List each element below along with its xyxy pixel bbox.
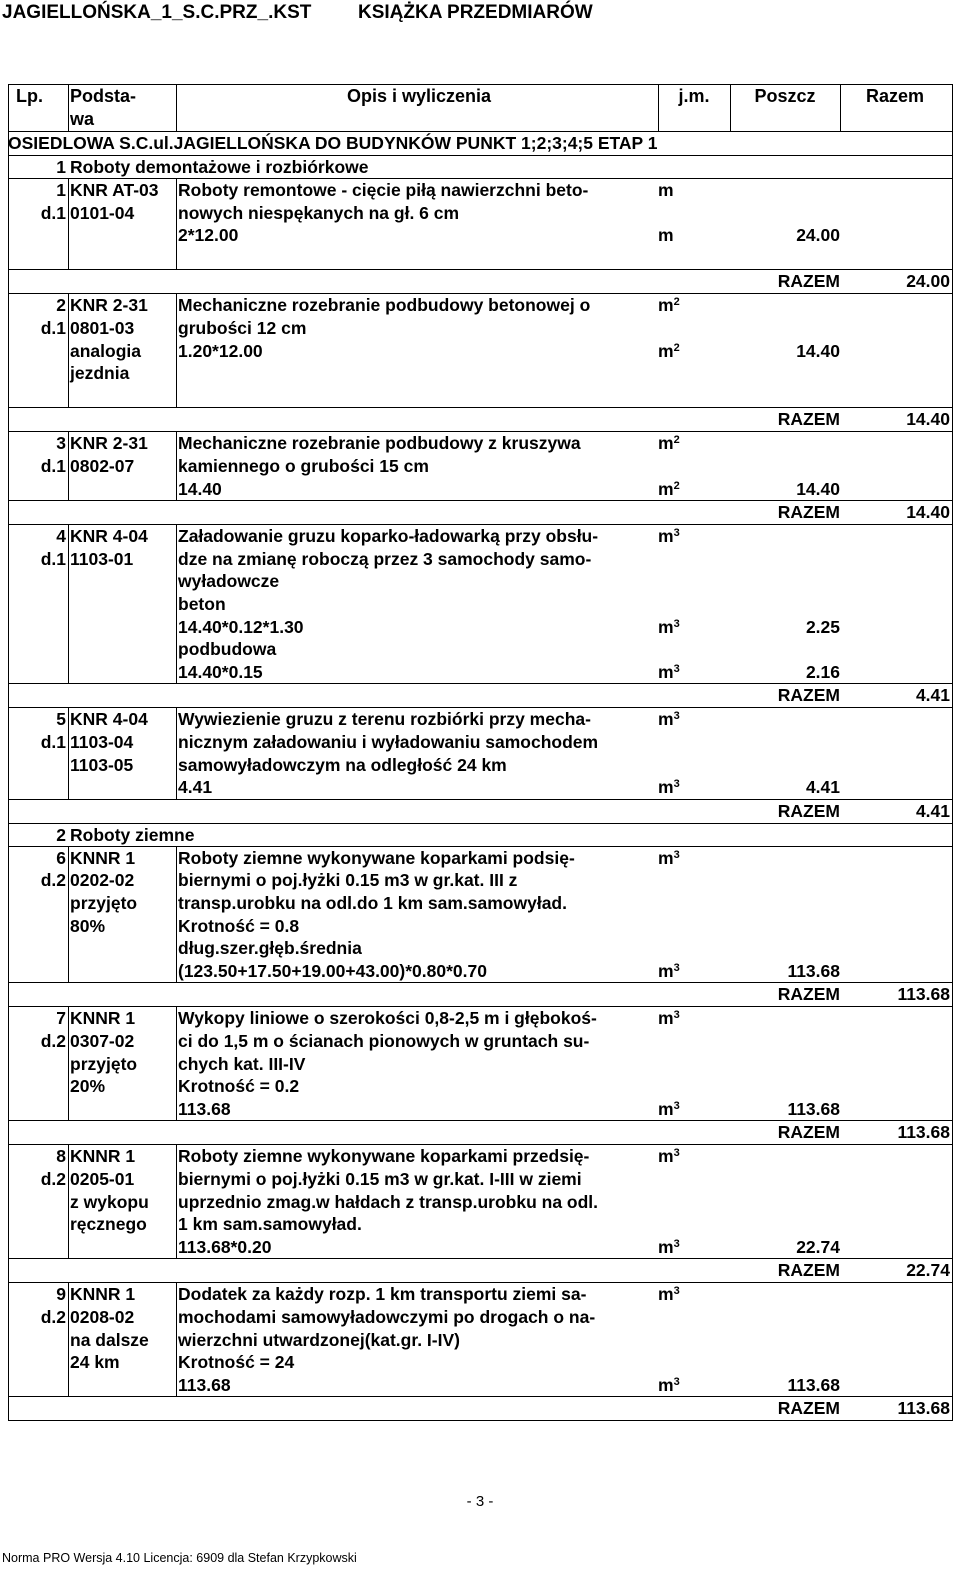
col-lp: Lp. bbox=[16, 86, 43, 106]
column-divider bbox=[952, 847, 953, 983]
unit-exponent: 3 bbox=[673, 961, 680, 974]
item-basis-line: 24 km bbox=[70, 1352, 120, 1373]
document-header bbox=[2, 2, 593, 24]
cell-text: m bbox=[658, 661, 674, 682]
calc-line bbox=[178, 1374, 950, 1397]
item-basis-line: przyjęto bbox=[70, 892, 138, 913]
calc-value: 2.16 bbox=[805, 661, 840, 682]
column-divider bbox=[68, 1007, 69, 1120]
item-number: 2 bbox=[56, 295, 66, 316]
razem-label: RAZEM bbox=[777, 984, 840, 1005]
item-description-line: Roboty ziemne wykonywane koparkami podsię- bbox=[178, 847, 575, 868]
item-basis-line: 20% bbox=[70, 1076, 106, 1097]
item-number: 1 bbox=[56, 180, 66, 200]
razem-value: 4.41 bbox=[915, 685, 950, 706]
item-description-line: 1 km sam.samowyład. bbox=[178, 1214, 362, 1235]
calc-expression: 14.40*0.12*1.30 bbox=[178, 616, 304, 637]
column-divider bbox=[952, 85, 953, 131]
calc-value: 14.40 bbox=[796, 478, 840, 499]
col-razem: Razem bbox=[865, 86, 925, 106]
item-description-line: Roboty ziemne wykonywane koparkami przedsię- bbox=[178, 1146, 590, 1167]
item-basis-line: KNNR 1 bbox=[70, 1008, 136, 1029]
column-divider bbox=[952, 824, 953, 846]
item-unit bbox=[658, 847, 730, 870]
unit-exponent: 3 bbox=[673, 778, 680, 791]
calc-line bbox=[178, 1236, 950, 1259]
column-divider bbox=[8, 800, 9, 823]
cell-text: m bbox=[658, 1008, 674, 1029]
item-i4 bbox=[8, 525, 953, 684]
item-i5 bbox=[8, 708, 953, 799]
item-description-line: nowych niespękanych na gł. 6 cm bbox=[178, 202, 460, 223]
item-unit bbox=[658, 179, 730, 202]
column-divider bbox=[952, 708, 953, 798]
unit-exponent: 3 bbox=[673, 1237, 680, 1250]
unit-exponent: 3 bbox=[673, 662, 680, 675]
unit-exponent: 3 bbox=[673, 527, 680, 540]
column-divider bbox=[176, 294, 177, 407]
calc-unit bbox=[658, 960, 680, 983]
column-divider bbox=[68, 1145, 69, 1258]
item-description-line: wierzchni utwardzonej(kat.gr. I-IV) bbox=[178, 1329, 460, 1350]
item-description-line: Roboty remontowe - cięcie piłą nawierzchni beto- bbox=[178, 180, 589, 200]
column-divider bbox=[176, 1007, 177, 1120]
razem-row bbox=[8, 1397, 953, 1421]
column-divider bbox=[952, 156, 953, 178]
column-divider bbox=[952, 1007, 953, 1120]
calc-value: 113.68 bbox=[787, 1098, 840, 1119]
unit-exponent: 3 bbox=[673, 848, 680, 861]
column-divider bbox=[952, 1283, 953, 1396]
calc-expression: (123.50+17.50+19.00+43.00)*0.80*0.70 bbox=[178, 960, 487, 981]
section-number: 1 bbox=[56, 157, 66, 177]
razem-row bbox=[8, 501, 953, 525]
item-basis-line: 0801-03 bbox=[70, 317, 135, 338]
calc-value: 22.74 bbox=[796, 1236, 840, 1257]
item-description-line: Załadowanie gruzu koparko-ładowarką przy obsłu- bbox=[178, 526, 599, 547]
razem-label: RAZEM bbox=[777, 502, 840, 523]
column-divider bbox=[8, 408, 9, 431]
section-title: Roboty ziemne bbox=[70, 824, 195, 845]
cell-text: m bbox=[658, 340, 674, 361]
measurement-table bbox=[8, 84, 953, 1421]
item-basis-line: 0101-04 bbox=[70, 202, 135, 223]
unit-exponent: 2 bbox=[673, 479, 680, 492]
item-chapter: d.1 bbox=[40, 202, 66, 223]
item-number: 9 bbox=[56, 1284, 66, 1305]
item-i6 bbox=[8, 847, 953, 984]
section-row bbox=[8, 156, 953, 179]
item-chapter: d.2 bbox=[40, 1168, 66, 1189]
item-basis-line: przyjęto bbox=[70, 1053, 138, 1074]
item-i2 bbox=[8, 294, 953, 408]
razem-label: RAZEM bbox=[777, 409, 840, 430]
razem-value: 14.40 bbox=[906, 409, 950, 430]
item-description-line: kamiennego o grubości 15 cm bbox=[178, 455, 429, 476]
item-number: 6 bbox=[56, 847, 66, 868]
item-basis-line: KNR 4-04 bbox=[70, 526, 148, 547]
column-divider bbox=[176, 1145, 177, 1258]
razem-row bbox=[8, 1121, 953, 1145]
col-podstawa-2: wa bbox=[70, 108, 95, 129]
calc-value: 24.00 bbox=[796, 225, 840, 246]
calc-line bbox=[178, 616, 950, 639]
item-i7 bbox=[8, 1007, 953, 1121]
section-title: Roboty demontażowe i rozbiórkowe bbox=[70, 157, 369, 177]
razem-row bbox=[8, 800, 953, 824]
item-description-line: Mechaniczne rozebranie podbudowy betonowej o bbox=[178, 295, 591, 316]
item-description-line: beton bbox=[178, 593, 226, 614]
col-podstawa-1: Podsta- bbox=[70, 86, 137, 106]
unit-exponent: 2 bbox=[673, 341, 680, 354]
column-divider bbox=[68, 179, 69, 269]
razem-row bbox=[8, 1259, 953, 1283]
razem-label: RAZEM bbox=[777, 1260, 840, 1281]
calc-expression: 2*12.00 bbox=[178, 225, 239, 246]
razem-label: RAZEM bbox=[777, 1398, 840, 1419]
cell-text: m bbox=[658, 433, 674, 454]
item-description-line: Mechaniczne rozebranie podbudowy z kruszywa bbox=[178, 433, 581, 454]
column-divider bbox=[8, 1259, 9, 1282]
item-chapter: d.2 bbox=[40, 1306, 66, 1327]
item-description-line: biernymi o poj.łyżki 0.15 m3 w gr.kat. I-III w ziemi bbox=[178, 1168, 582, 1189]
razem-row bbox=[8, 270, 953, 294]
razem-row bbox=[8, 983, 953, 1007]
item-chapter: d.1 bbox=[40, 455, 66, 476]
unit-exponent: 3 bbox=[673, 1099, 680, 1112]
cell-text: m bbox=[658, 225, 674, 246]
item-basis-line: 1103-05 bbox=[70, 754, 134, 775]
column-divider bbox=[952, 408, 953, 431]
section-row bbox=[8, 824, 953, 847]
item-unit bbox=[658, 708, 730, 731]
column-divider bbox=[68, 847, 69, 983]
item-description-line: Wykopy liniowe o szerokości 0,8-2,5 m i głębokoś- bbox=[178, 1008, 597, 1029]
cell-text: m bbox=[658, 295, 674, 316]
item-description-line: mochodami samowyładowczymi po drogach o na- bbox=[178, 1306, 596, 1327]
item-unit bbox=[658, 525, 730, 548]
item-unit bbox=[658, 1007, 730, 1030]
cell-text: m bbox=[658, 960, 674, 981]
item-basis-line: na dalsze bbox=[70, 1329, 149, 1350]
item-basis-line: KNR 4-04 bbox=[70, 709, 148, 730]
item-basis-line: KNNR 1 bbox=[70, 1284, 136, 1305]
razem-value: 113.68 bbox=[897, 1398, 950, 1419]
item-basis-line: z wykopu bbox=[70, 1191, 149, 1212]
calc-unit bbox=[658, 1098, 680, 1121]
item-basis-line: 0208-02 bbox=[70, 1306, 135, 1327]
unit-exponent: 3 bbox=[673, 1375, 680, 1388]
column-divider bbox=[952, 1259, 953, 1282]
column-divider bbox=[68, 1283, 69, 1396]
razem-label: RAZEM bbox=[777, 685, 840, 706]
cell-text: m bbox=[658, 1236, 674, 1257]
item-description-line: samowyładowczym na odległość 24 km bbox=[178, 754, 507, 775]
item-basis-line: KNR 2-31 bbox=[70, 433, 148, 454]
item-basis-line: KNNR 1 bbox=[70, 847, 136, 868]
unit-exponent: 2 bbox=[673, 296, 680, 309]
calc-label: podbudowa bbox=[178, 639, 277, 660]
column-divider bbox=[8, 270, 9, 293]
cell-text: m bbox=[658, 478, 674, 499]
column-divider bbox=[8, 1397, 9, 1420]
razem-value: 22.74 bbox=[906, 1260, 950, 1281]
column-divider bbox=[68, 708, 69, 798]
item-description-line: wyładowcze bbox=[178, 571, 280, 592]
file-name: JAGIELLOŃSKA_1_S.C.PRZ_.KST bbox=[2, 2, 312, 23]
unit-exponent: 3 bbox=[673, 1285, 680, 1298]
column-divider bbox=[176, 847, 177, 983]
col-opis: Opis i wyliczenia bbox=[346, 86, 492, 106]
item-chapter: d.2 bbox=[40, 870, 66, 891]
software-footer: Norma PRO Wersja 4.10 Licencja: 6909 dla Stefan Krzypkowski bbox=[2, 1551, 357, 1565]
column-divider bbox=[8, 501, 9, 524]
calc-line bbox=[178, 661, 950, 684]
unit-exponent: 3 bbox=[673, 710, 680, 723]
item-unit bbox=[658, 432, 730, 455]
item-description-line: dług.szer.głęb.średnia bbox=[178, 938, 362, 959]
item-unit bbox=[658, 294, 730, 317]
column-divider bbox=[8, 983, 9, 1006]
item-description-line: dze na zmianę roboczą przez 3 samochody samo- bbox=[178, 548, 592, 569]
item-description-line: Dodatek za każdy rozp. 1 km transportu ziemi sa- bbox=[178, 1284, 587, 1305]
column-divider bbox=[952, 1145, 953, 1258]
item-description-line: nicznym załadowaniu i wyładowaniu samochodem bbox=[178, 731, 599, 752]
page-number: - 3 - bbox=[466, 1493, 494, 1510]
item-description-line: Wywiezienie gruzu z terenu rozbiórki przy mecha- bbox=[178, 709, 591, 730]
calc-line bbox=[178, 960, 950, 983]
item-basis-line: 0202-02 bbox=[70, 870, 135, 891]
item-number: 7 bbox=[56, 1008, 66, 1029]
column-divider bbox=[952, 179, 953, 269]
item-unit bbox=[658, 1283, 730, 1306]
razem-label: RAZEM bbox=[777, 800, 840, 821]
column-divider bbox=[952, 684, 953, 707]
column-divider bbox=[952, 1121, 953, 1144]
calc-unit bbox=[658, 661, 680, 684]
item-description-line: grubości 12 cm bbox=[178, 317, 307, 338]
item-description-line: biernymi o poj.łyżki 0.15 m3 w gr.kat. III z bbox=[178, 870, 518, 891]
column-divider bbox=[952, 800, 953, 823]
item-chapter: d.1 bbox=[40, 731, 66, 752]
item-basis-line: KNR 2-31 bbox=[70, 295, 148, 316]
column-divider bbox=[8, 684, 9, 707]
item-basis-line: analogia bbox=[70, 340, 141, 361]
item-basis-line: 0802-07 bbox=[70, 455, 135, 476]
unit-exponent: 2 bbox=[673, 434, 680, 447]
calc-unit bbox=[658, 340, 680, 363]
calc-line bbox=[178, 1098, 950, 1121]
calc-unit bbox=[658, 776, 680, 799]
project-row bbox=[8, 132, 953, 156]
item-description-line: Krotność = 0.8 bbox=[178, 915, 300, 936]
razem-value: 24.00 bbox=[906, 271, 950, 292]
calc-value: 14.40 bbox=[796, 340, 840, 361]
calc-line bbox=[178, 340, 950, 363]
column-divider bbox=[952, 1397, 953, 1420]
calc-line bbox=[178, 478, 950, 501]
document-title: KSIĄŻKA PRZEDMIARÓW bbox=[358, 2, 593, 23]
cell-text: m bbox=[658, 1284, 674, 1305]
calc-value: 4.41 bbox=[805, 777, 840, 798]
item-number: 4 bbox=[56, 526, 66, 547]
cell-text: m bbox=[658, 616, 674, 637]
item-description-line: chych kat. III-IV bbox=[178, 1053, 306, 1074]
item-basis-line: 0205-01 bbox=[70, 1168, 135, 1189]
cell-text: m bbox=[658, 1146, 674, 1167]
column-divider bbox=[952, 294, 953, 407]
unit-exponent: 3 bbox=[673, 1009, 680, 1022]
item-unit bbox=[658, 1145, 730, 1168]
cell-text: m bbox=[658, 180, 674, 200]
item-chapter: d.2 bbox=[40, 1030, 66, 1051]
cell-text: m bbox=[658, 777, 674, 798]
column-divider bbox=[952, 525, 953, 683]
item-number: 5 bbox=[56, 709, 66, 730]
item-basis-line: KNR AT-03 bbox=[70, 180, 159, 200]
calc-expression: 113.68*0.20 bbox=[178, 1236, 272, 1257]
column-divider bbox=[68, 525, 69, 683]
calc-value: 2.25 bbox=[805, 616, 840, 637]
calc-value: 113.68 bbox=[787, 1374, 840, 1395]
razem-value: 113.68 bbox=[897, 1122, 950, 1143]
item-i1 bbox=[8, 179, 953, 270]
razem-row bbox=[8, 684, 953, 708]
calc-value: 113.68 bbox=[787, 960, 840, 981]
razem-label: RAZEM bbox=[777, 1122, 840, 1143]
razem-value: 4.41 bbox=[915, 800, 950, 821]
column-divider bbox=[952, 270, 953, 293]
calc-unit bbox=[658, 1374, 680, 1397]
calc-line bbox=[178, 224, 950, 247]
item-i8 bbox=[8, 1145, 953, 1259]
column-divider bbox=[176, 179, 177, 269]
item-number: 8 bbox=[56, 1146, 66, 1167]
cell-text: m bbox=[658, 526, 674, 547]
calc-expression: 113.68 bbox=[178, 1098, 231, 1119]
razem-row bbox=[8, 408, 953, 432]
item-basis-line: ręcznego bbox=[70, 1214, 147, 1235]
item-basis-line: 0307-02 bbox=[70, 1030, 135, 1051]
cell-text: m bbox=[658, 847, 674, 868]
table-header bbox=[8, 84, 953, 132]
cell-text: m bbox=[658, 709, 674, 730]
column-divider bbox=[68, 294, 69, 407]
item-basis-line: 80% bbox=[70, 915, 106, 936]
item-basis-line: KNNR 1 bbox=[70, 1146, 136, 1167]
column-divider bbox=[176, 708, 177, 798]
calc-line bbox=[178, 776, 950, 799]
calc-expression: 113.68 bbox=[178, 1374, 231, 1395]
item-description-line: transp.urobku na odl.do 1 km sam.samowyład. bbox=[178, 892, 567, 913]
calc-expression: 4.41 bbox=[178, 777, 213, 798]
item-i3 bbox=[8, 432, 953, 501]
item-basis-line: jezdnia bbox=[70, 363, 130, 384]
calc-expression: 1.20*12.00 bbox=[178, 340, 263, 361]
calc-unit bbox=[658, 616, 680, 639]
item-chapter: d.1 bbox=[40, 317, 66, 338]
razem-value: 113.68 bbox=[897, 984, 950, 1005]
unit-exponent: 3 bbox=[673, 617, 680, 630]
column-divider bbox=[952, 132, 953, 155]
col-jm: j.m. bbox=[678, 86, 710, 106]
column-divider bbox=[8, 1121, 9, 1144]
unit-exponent: 3 bbox=[673, 1147, 680, 1160]
item-description-line: uprzednio zmag.w hałdach z transp.urobku na odl. bbox=[178, 1191, 599, 1212]
column-divider bbox=[68, 432, 69, 500]
item-description-line: Krotność = 24 bbox=[178, 1352, 295, 1373]
column-divider bbox=[176, 85, 177, 131]
calc-expression: 14.40 bbox=[178, 478, 222, 499]
item-basis-line: 1103-04 bbox=[70, 731, 134, 752]
column-divider bbox=[952, 432, 953, 500]
project-name: OSIEDLOWA S.C.ul.JAGIELLOŃSKA DO BUDYNKÓW PUNKT 1;2;3;4;5 ETAP 1 bbox=[8, 133, 658, 153]
item-description-line: Krotność = 0.2 bbox=[178, 1076, 300, 1097]
cell-text: m bbox=[658, 1098, 674, 1119]
item-basis-line: 1103-01 bbox=[70, 548, 134, 569]
item-description-line: ci do 1,5 m o ścianach pionowych w gruntach su- bbox=[178, 1030, 590, 1051]
razem-label: RAZEM bbox=[777, 271, 840, 292]
item-i9 bbox=[8, 1283, 953, 1397]
column-divider bbox=[176, 1283, 177, 1396]
column-divider bbox=[176, 525, 177, 683]
column-divider bbox=[176, 432, 177, 500]
cell-text: m bbox=[658, 1374, 674, 1395]
col-poszcz: Poszcz bbox=[754, 86, 816, 106]
column-divider bbox=[952, 983, 953, 1006]
calc-unit bbox=[658, 224, 674, 247]
calc-expression: 14.40*0.15 bbox=[178, 661, 263, 682]
item-number: 3 bbox=[56, 433, 66, 454]
item-chapter: d.1 bbox=[40, 548, 66, 569]
razem-value: 14.40 bbox=[906, 502, 950, 523]
calc-unit bbox=[658, 1236, 680, 1259]
section-number: 2 bbox=[56, 824, 66, 845]
column-divider bbox=[952, 501, 953, 524]
calc-unit bbox=[658, 478, 680, 501]
